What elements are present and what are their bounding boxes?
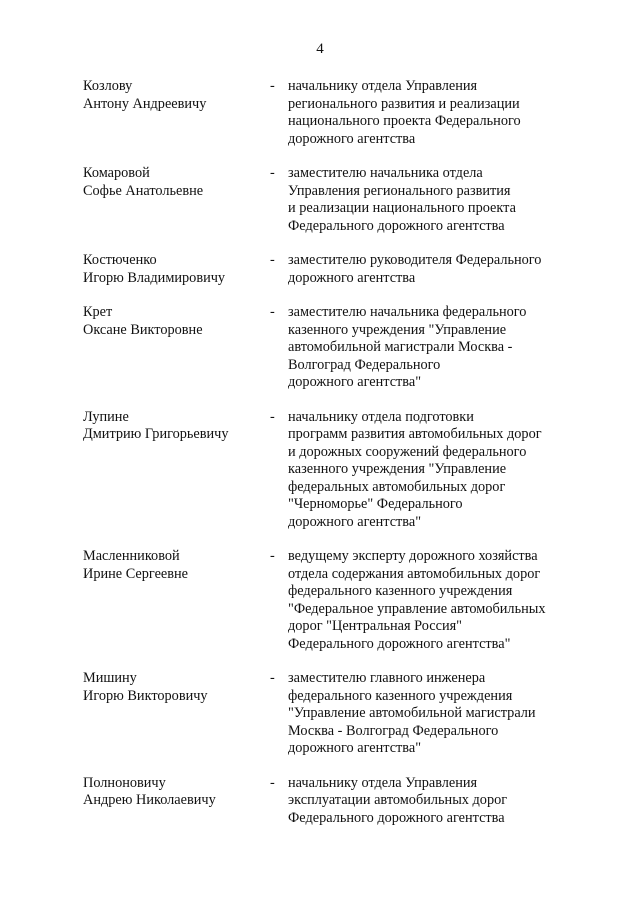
list-item xyxy=(0,409,640,532)
surname: Костюченко xyxy=(83,252,157,268)
position-line: заместителю главного инженера xyxy=(288,670,486,686)
person-name xyxy=(83,78,263,113)
position-line: дорог "Центральная Россия" xyxy=(288,618,463,634)
page-number: 4 xyxy=(316,41,324,57)
position-text xyxy=(288,548,588,653)
surname: Масленниковой xyxy=(83,548,180,564)
position-text xyxy=(288,304,588,392)
list-item xyxy=(0,304,640,392)
person-name xyxy=(83,165,263,200)
dash-separator: - xyxy=(270,304,275,320)
position-line: дорожного агентства xyxy=(288,130,416,147)
person-name xyxy=(83,252,263,287)
given-name: Ирине Сергеевне xyxy=(83,565,189,582)
position-line: Федерального дорожного агентства xyxy=(288,217,505,234)
position-line: и реализации национального проекта xyxy=(288,200,516,216)
position-line: заместителю руководителя Федерального xyxy=(288,252,542,268)
position-line: и дорожных сооружений федерального xyxy=(288,443,527,460)
position-line: программ развития автомобильных дорог xyxy=(288,426,542,442)
surname: Лупине xyxy=(83,408,129,425)
position-line: отдела содержания автомобильных дорог xyxy=(288,565,541,582)
position-line: казенного учреждения "Управление xyxy=(288,461,507,477)
person-name xyxy=(83,548,263,583)
position-line: национального проекта Федерального xyxy=(288,113,521,129)
position-text xyxy=(288,409,588,532)
position-line: ведущему эксперту дорожного хозяйства xyxy=(288,548,538,564)
position-line: дорожного агентства" xyxy=(288,513,422,530)
person-name xyxy=(83,304,263,339)
dash-separator: - xyxy=(270,78,275,94)
dash-separator: - xyxy=(270,165,275,181)
surname: Полноновичу xyxy=(83,774,166,791)
person-name xyxy=(83,775,263,810)
dash-separator: - xyxy=(270,252,275,268)
dash-separator: - xyxy=(270,548,275,564)
position-line: Волгоград Федерального xyxy=(288,356,441,373)
list-item xyxy=(0,165,640,235)
position-line: "Федеральное управление автомобильных xyxy=(288,600,546,617)
position-line: дорожного агентства xyxy=(288,269,416,286)
position-line: казенного учреждения "Управление xyxy=(288,321,507,338)
given-name: Игорю Владимировичу xyxy=(83,269,226,286)
position-line: Федерального дорожного агентства xyxy=(288,809,505,826)
person-name xyxy=(83,670,263,705)
given-name: Андрею Николаевичу xyxy=(83,792,216,808)
position-line: заместителю начальника отдела xyxy=(288,165,483,181)
position-line: Управления регионального развития xyxy=(288,182,511,199)
position-line: начальнику отдела подготовки xyxy=(288,408,474,425)
dash-separator: - xyxy=(270,408,275,425)
position-text xyxy=(288,670,588,758)
list-item xyxy=(0,775,640,828)
position-line: дорожного агентства" xyxy=(288,374,422,390)
position-line: "Черноморье" Федерального xyxy=(288,496,463,512)
dash-separator: - xyxy=(270,670,275,686)
position-line: "Управление автомобильной магистрали xyxy=(288,705,536,721)
position-line: дорожного агентства" xyxy=(288,740,422,756)
position-line: федерального казенного учреждения xyxy=(288,583,513,599)
surname: Мишину xyxy=(83,670,137,686)
position-line: Москва - Волгоград Федерального xyxy=(288,722,499,739)
position-text xyxy=(288,165,588,235)
position-line: эксплуатации автомобильных дорог xyxy=(288,792,508,808)
given-name: Софье Анатольевне xyxy=(83,182,204,199)
position-line: автомобильной магистрали Москва - xyxy=(288,339,513,355)
position-line: начальнику отдела Управления xyxy=(288,774,478,791)
given-name: Оксане Викторовне xyxy=(83,321,203,338)
position-line: начальнику отдела Управления xyxy=(288,78,478,94)
position-text xyxy=(288,252,588,287)
position-line: Федерального дорожного агентства" xyxy=(288,635,511,652)
list-item xyxy=(0,670,640,758)
surname: Крет xyxy=(83,304,113,320)
surname: Комаровой xyxy=(83,165,150,181)
position-line: федерального казенного учреждения xyxy=(288,687,513,704)
appointment-list xyxy=(0,78,640,844)
given-name: Дмитрию Григорьевичу xyxy=(83,426,229,442)
list-item xyxy=(0,78,640,148)
position-line: федеральных автомобильных дорог xyxy=(288,478,506,495)
position-text xyxy=(288,775,588,828)
list-item xyxy=(0,548,640,653)
given-name: Игорю Викторовичу xyxy=(83,687,208,704)
surname: Козлову xyxy=(83,78,133,94)
position-text xyxy=(288,78,588,148)
position-line: заместителю начальника федерального xyxy=(288,304,527,320)
given-name: Антону Андреевичу xyxy=(83,95,207,112)
position-line: регионального развития и реализации xyxy=(288,95,520,112)
person-name xyxy=(83,409,263,444)
dash-separator: - xyxy=(270,774,275,791)
list-item xyxy=(0,252,640,287)
